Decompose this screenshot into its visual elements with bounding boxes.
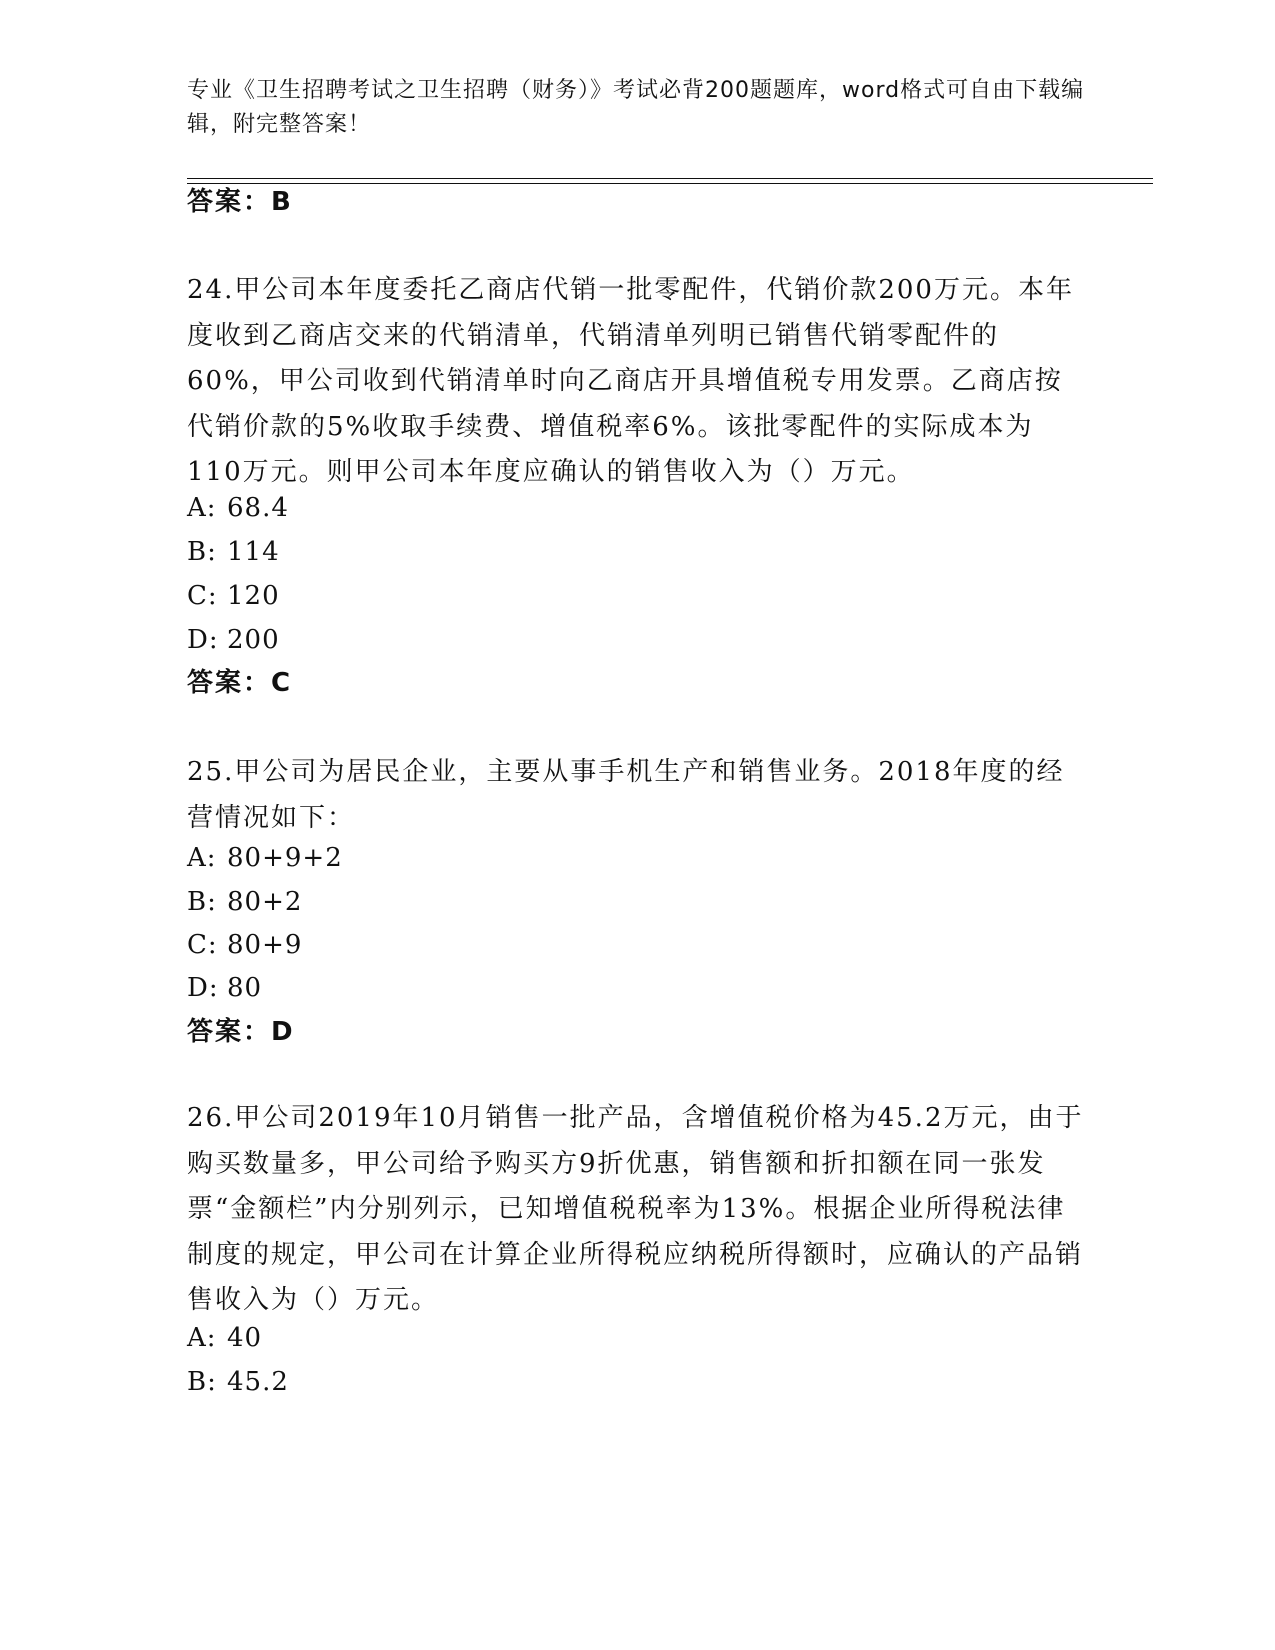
question-26-option-a [187, 1318, 262, 1358]
option-value: 120 [227, 581, 280, 611]
answer-25: 答案：D [187, 1017, 295, 1047]
question-24-option-a [187, 488, 289, 528]
option-value: 40 [227, 1323, 263, 1353]
option-value: 80+9+2 [227, 843, 343, 873]
question-24-option-c [187, 576, 280, 616]
question-24-option-d [187, 620, 280, 660]
answer-23: 答案：B [187, 187, 293, 217]
option-letter: D: [187, 625, 219, 655]
question-25-option-a [187, 838, 343, 878]
question-25-text: 25.甲公司为居民企业，主要从事手机生产和销售业务。2018年度的经营情况如下： [187, 757, 1065, 833]
question-26-option-b [187, 1362, 289, 1402]
option-letter: C: [187, 930, 218, 960]
option-letter: A: [187, 493, 217, 523]
option-value: 80 [227, 973, 263, 1003]
option-value: 80+9 [227, 930, 303, 960]
question-24-text: 24.甲公司本年度委托乙商店代销一批零配件，代销价款200万元。本年度收到乙商店交来的代销清单，代销清单列明已销售代销零配件的60%，甲公司收到代销清单时向乙商店开具增值税专用发票。乙商店按代销价款的5%收取手续费、增值税率6%。该批零配件的实际成本为110万元。则甲公司本年度应确认的销售收入为（）万元。 [187, 275, 1074, 487]
question-24-option-b [187, 532, 280, 572]
document-header: 专业《卫生招聘考试之卫生招聘（财务）》考试必背200题题库，word格式可自由下载编辑，附完整答案！ [187, 78, 1085, 137]
option-letter: C: [187, 581, 218, 611]
option-letter: A: [187, 843, 217, 873]
option-value: 80+2 [227, 887, 303, 917]
option-letter: B: [187, 1367, 217, 1397]
question-25-option-d [187, 968, 262, 1008]
header-divider-bottom [187, 183, 1153, 184]
question-25-option-b [187, 882, 302, 922]
option-letter: A: [187, 1323, 217, 1353]
question-25-option-c [187, 925, 302, 965]
answer-24: 答案：C [187, 668, 293, 698]
option-value: 200 [227, 625, 280, 655]
option-value: 114 [227, 537, 280, 567]
header-divider-top [187, 178, 1153, 179]
option-letter: B: [187, 537, 217, 567]
option-value: 68.4 [227, 493, 289, 523]
question-26-text: 26.甲公司2019年10月销售一批产品，含增值税价格为45.2万元，由于购买数量多，甲公司给予购买方9折优惠，销售额和折扣额在同一张发票“金额栏”内分别列示，已知增值税税率为13%。根据企业所得税法律制度的规定，甲公司在计算企业所得税应纳税所得额时，应确认的产品销售收入为（）万元。 [187, 1103, 1084, 1315]
option-letter: D: [187, 973, 219, 1003]
option-letter: B: [187, 887, 217, 917]
option-value: 45.2 [227, 1367, 289, 1397]
